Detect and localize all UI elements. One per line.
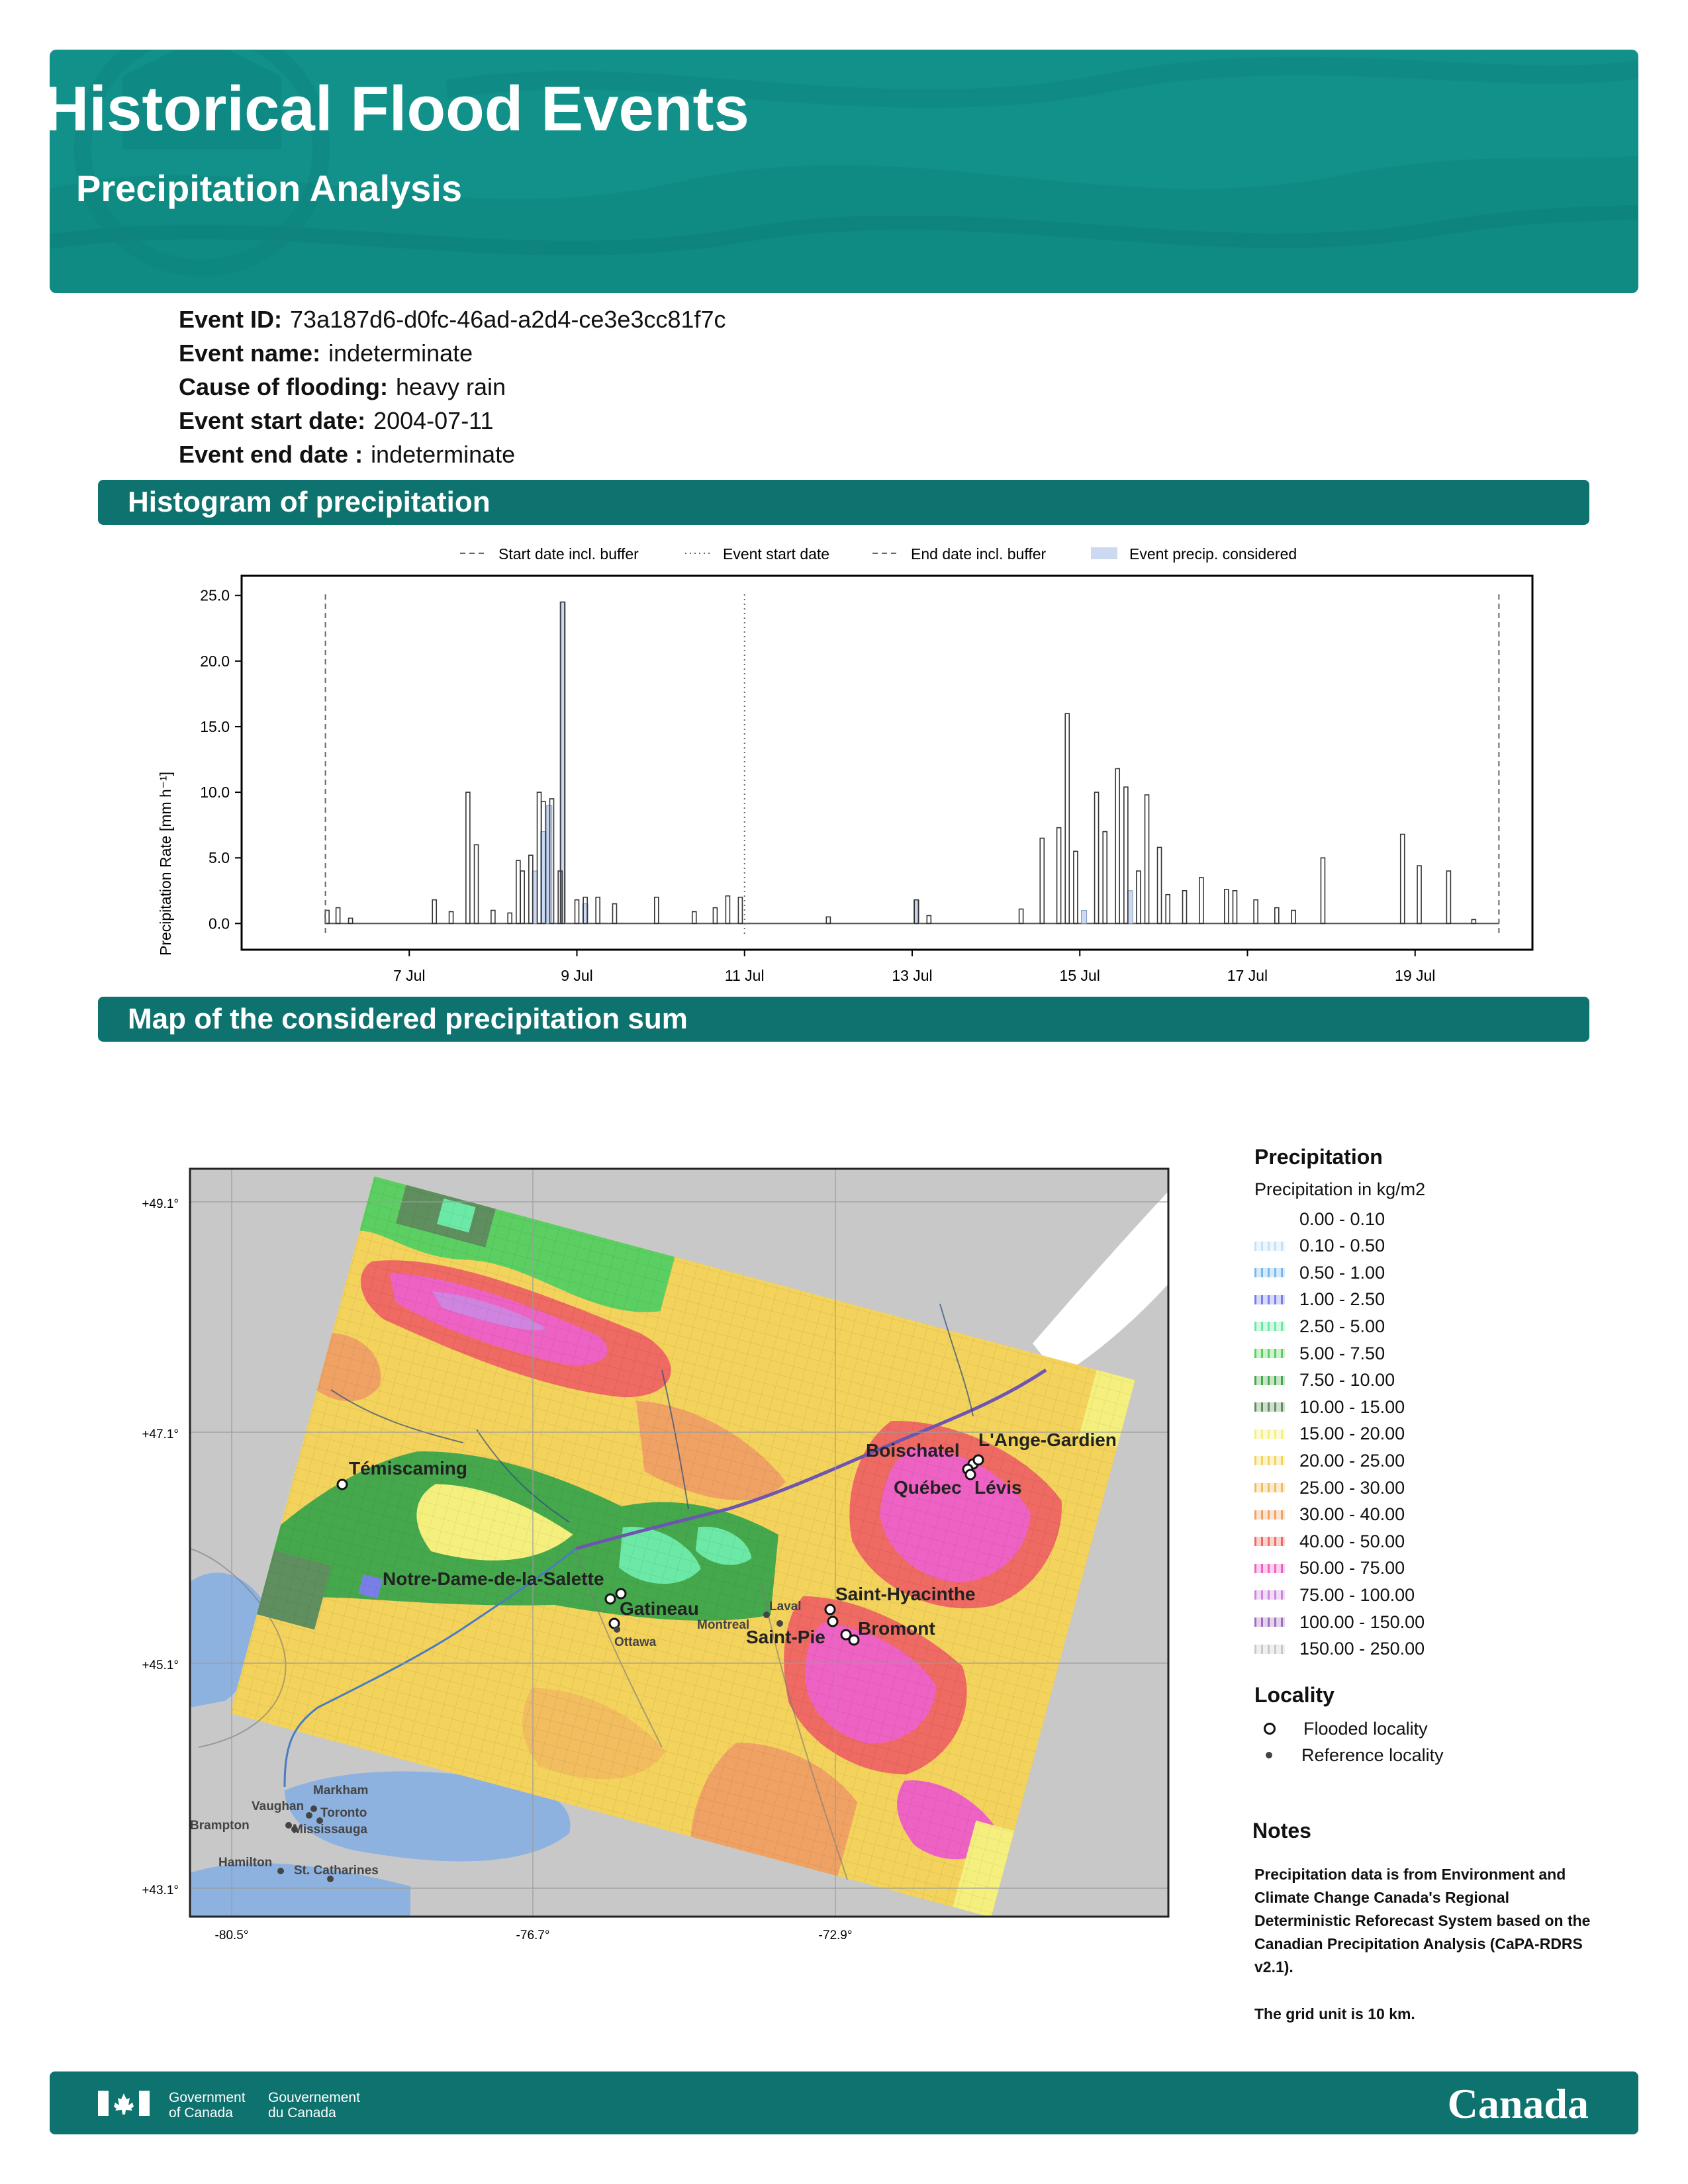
precipitation-histogram [0, 529, 1688, 993]
y-ticks [200, 587, 242, 933]
precip-bar [612, 904, 616, 924]
legend-item-label: 150.00 - 250.00 [1299, 1639, 1425, 1659]
legend-swatch [1254, 1430, 1285, 1439]
precip-bar [575, 900, 579, 924]
legend-swatch [1254, 1564, 1285, 1573]
cause-label: Cause of flooding: [179, 373, 388, 400]
precip-bar [1321, 858, 1325, 923]
map-section-header: Map of the considered precipitation sum [98, 997, 1589, 1042]
legend-item [1254, 1313, 1385, 1340]
lat-tick: +43.1° [142, 1884, 179, 1897]
legend-item [1254, 1340, 1385, 1367]
reference-label: Markham [313, 1784, 369, 1797]
reference-marker-icon [1266, 1752, 1272, 1758]
lat-tick: +45.1° [142, 1659, 179, 1672]
footer [50, 2071, 1638, 2134]
flooded-marker-icon [1264, 1723, 1276, 1735]
precip-bar [1225, 889, 1229, 924]
x-ticks [393, 950, 1435, 984]
page-title: Historical Flood Events [43, 73, 749, 144]
legend-item-label: 10.00 - 15.00 [1299, 1396, 1405, 1417]
y-tick-label: 20.0 [200, 652, 230, 670]
page-subtitle: Precipitation Analysis [76, 167, 462, 209]
legend-swatch [1254, 1402, 1285, 1412]
precip-bar [466, 792, 470, 923]
legend-item-label: 100.00 - 150.00 [1299, 1612, 1425, 1632]
legend-item [1254, 1582, 1415, 1608]
legend-item-label: 25.00 - 30.00 [1299, 1477, 1405, 1498]
precip-bar [1137, 871, 1141, 923]
legend-considered-patch [1091, 547, 1117, 559]
event-id-value: 73a187d6-d0fc-46ad-a2d4-ce3e3cc81f7c [290, 306, 726, 333]
legend-item-label: 1.00 - 2.50 [1299, 1289, 1385, 1310]
precip-bar [738, 897, 742, 924]
legend-item [1254, 1421, 1405, 1447]
legend-item [1254, 1447, 1405, 1474]
x-tick-label: 13 Jul [892, 967, 933, 984]
flooded-label: Flooded locality [1303, 1718, 1428, 1739]
locality-label: Boischatel [866, 1440, 960, 1461]
x-tick-label: 9 Jul [561, 967, 593, 984]
legend-swatch [1254, 1376, 1285, 1385]
legend-item [1254, 1609, 1425, 1635]
locality-label: L'Ange-Gardien [978, 1430, 1117, 1450]
precip-bar [1103, 832, 1107, 924]
precip-bar [1115, 768, 1119, 923]
legend-item-label: 7.50 - 10.00 [1299, 1370, 1395, 1390]
legend-item-label: 15.00 - 20.00 [1299, 1424, 1405, 1444]
precip-bar [475, 844, 479, 923]
notes-title: Notes [1252, 1819, 1311, 1843]
lon-tick: -72.9° [818, 1929, 853, 1942]
legend-item [1254, 1233, 1385, 1259]
end-date-row [179, 441, 515, 469]
legend-item [1254, 1636, 1425, 1662]
x-tick-label: 15 Jul [1059, 967, 1100, 984]
legend-item-label: 5.00 - 7.50 [1299, 1343, 1385, 1363]
precip-bar [713, 908, 717, 924]
legend-item [1254, 1206, 1385, 1232]
legend-item-label: 20.00 - 25.00 [1299, 1450, 1405, 1471]
notes-grid-unit: The grid unit is 10 km. [1254, 2005, 1415, 2023]
legend-swatch [1254, 1322, 1285, 1331]
legend-swatch [1254, 1268, 1285, 1277]
precip-bar [1158, 847, 1162, 923]
gov-en-label: Government of Canada [169, 2090, 246, 2120]
precip-bar [1065, 713, 1069, 923]
legend-item-label: 0.00 - 0.10 [1299, 1208, 1385, 1229]
locality-label: Bromont [858, 1618, 935, 1639]
reference-label: Ottawa [614, 1635, 657, 1649]
histogram-section-header: Histogram of precipitation [98, 480, 1589, 525]
precip-bar [1199, 878, 1203, 923]
legend-end-buffer: End date incl. buffer [911, 545, 1047, 563]
precipitation-map [0, 1152, 1231, 1959]
legend-swatch [1254, 1645, 1285, 1654]
x-tick-label: 7 Jul [393, 967, 426, 984]
y-tick-label: 15.0 [200, 717, 230, 735]
reference-label: Brampton [190, 1819, 250, 1833]
reference-label: Vaughan [252, 1799, 305, 1813]
precip-bar [1145, 795, 1149, 923]
precip-bar [1095, 792, 1099, 923]
legend-item-label: 40.00 - 50.00 [1299, 1531, 1405, 1551]
lon-tick: -80.5° [214, 1929, 249, 1942]
lon-tick: -76.7° [516, 1929, 550, 1942]
x-tick-label: 19 Jul [1395, 967, 1436, 984]
precip-bar [927, 915, 931, 923]
notes-text: Precipitation data is from Environment and Climate Change Canada's Regional Deterministic Reforecast System based on the Canadian Precipitation Analysis (CaPA-RDRS v2.1). [1254, 1866, 1591, 1976]
canada-wordmark: Canada [1447, 2080, 1589, 2127]
legend-swatch [1254, 1483, 1285, 1492]
lat-tick: +49.1° [142, 1197, 179, 1211]
precip-bar [1057, 828, 1061, 924]
legend-subtitle: Precipitation in kg/m2 [1254, 1179, 1426, 1199]
y-tick-label: 0.0 [209, 915, 230, 933]
legend-item-label: 0.10 - 0.50 [1299, 1236, 1385, 1256]
reference-label-legend: Reference locality [1301, 1745, 1444, 1765]
precip-bar [1019, 909, 1023, 924]
precip-bar [826, 917, 830, 923]
precip-bar [491, 911, 495, 924]
precip-bar [1291, 911, 1295, 924]
legend-swatch [1254, 1456, 1285, 1465]
legend-item [1254, 1367, 1395, 1394]
locality-label: Témiscaming [349, 1458, 467, 1479]
precip-bar [349, 918, 353, 923]
precip-bar [1233, 891, 1237, 924]
precip-bar [1183, 891, 1187, 924]
precip-bar [336, 908, 340, 924]
event-name-label: Event name: [179, 340, 321, 367]
legend-item [1254, 1259, 1385, 1286]
x-tick-label: 17 Jul [1227, 967, 1268, 984]
considered-bar [1082, 911, 1087, 924]
precip-bar [1166, 895, 1170, 924]
legend-flooded [1254, 1715, 1428, 1742]
lat-tick: +47.1° [142, 1428, 179, 1441]
legend-item [1254, 1475, 1405, 1501]
plot-area [325, 594, 1499, 936]
locality-title: Locality [1254, 1683, 1335, 1707]
legend-swatch [1254, 1295, 1285, 1304]
precip-bar [1417, 866, 1421, 923]
reference-label: Mississauga [293, 1823, 367, 1837]
precip-bar [596, 897, 600, 924]
cause-row [179, 373, 506, 401]
precip-bar [1254, 900, 1258, 924]
reference-label: Toronto [320, 1806, 367, 1820]
legend-swatch [1254, 1590, 1285, 1600]
start-date-value: 2004-07-11 [373, 407, 494, 434]
precip-bar [655, 897, 659, 924]
legend-item [1254, 1394, 1405, 1420]
legend-item-label: 2.50 - 5.00 [1299, 1316, 1385, 1336]
legend-item-label: 75.00 - 100.00 [1299, 1584, 1415, 1605]
reference-label: Hamilton [218, 1856, 273, 1870]
x-tick-label: 11 Jul [724, 967, 765, 984]
precip-bar [1275, 908, 1279, 924]
precip-bar [508, 913, 512, 923]
event-name-row [179, 340, 473, 367]
event-id-label: Event ID: [179, 306, 283, 333]
legend-item-label: 50.00 - 75.00 [1299, 1558, 1405, 1578]
legend-swatch [1254, 1214, 1285, 1224]
precip-bar [516, 860, 520, 923]
reference-label: Montreal [697, 1618, 750, 1632]
y-tick-label: 25.0 [200, 586, 230, 604]
legend-swatch [1254, 1617, 1285, 1627]
gov-fr-label: Gouvernement du Canada [268, 2090, 360, 2120]
legend-swatch [1254, 1242, 1285, 1251]
legend-swatch [1254, 1537, 1285, 1546]
precip-bar [432, 900, 436, 924]
legend-item [1254, 1528, 1405, 1555]
chart-legend [460, 545, 1297, 563]
legend-title: Precipitation [1254, 1145, 1383, 1169]
legend-event-start: Event start date [723, 545, 830, 563]
legend-item [1254, 1287, 1385, 1313]
locality-label: Saint-Hyacinthe [835, 1584, 976, 1604]
precip-bar [1040, 838, 1044, 923]
precip-bar [1401, 835, 1405, 924]
end-date-label: Event end date : [179, 441, 363, 468]
precip-bar [449, 912, 453, 924]
y-axis-label: Precipitation Rate [mm h⁻¹] [157, 771, 174, 956]
locality-label: Saint-Pie [746, 1627, 825, 1647]
event-id-row [179, 306, 726, 334]
legend-item [1254, 1502, 1405, 1528]
precip-bar [726, 896, 729, 924]
plot-frame [242, 576, 1532, 950]
precip-bar [692, 912, 696, 924]
cause-value: heavy rain [395, 373, 506, 400]
precip-bar [520, 871, 524, 923]
legend-item-label: 30.00 - 40.00 [1299, 1504, 1405, 1525]
locality-label: Gatineau [620, 1598, 699, 1619]
legend-swatch [1254, 1349, 1285, 1358]
y-tick-label: 10.0 [200, 784, 230, 801]
reference-label: Laval [769, 1600, 802, 1614]
event-name-value: indeterminate [328, 340, 473, 367]
locality-label: Québec [894, 1477, 962, 1498]
locality-label: Lévis [974, 1477, 1022, 1498]
start-date-row [179, 407, 494, 435]
precip-bar [1074, 851, 1078, 923]
legend-reference [1254, 1742, 1444, 1768]
precip-bar [1446, 871, 1450, 923]
end-date-value: indeterminate [371, 441, 516, 468]
legend-item [1254, 1555, 1405, 1582]
start-date-label: Event start date: [179, 407, 366, 434]
canada-flag-icon [98, 2091, 150, 2116]
reference-label: St. Catharines [294, 1864, 379, 1878]
legend-considered: Event precip. considered [1129, 545, 1297, 563]
legend-item-label: 0.50 - 1.00 [1299, 1262, 1385, 1283]
y-tick-label: 5.0 [209, 849, 230, 867]
legend-start-buffer: Start date incl. buffer [498, 545, 639, 563]
locality-label: Notre-Dame-de-la-Salette [383, 1569, 604, 1589]
legend-swatch [1254, 1510, 1285, 1520]
